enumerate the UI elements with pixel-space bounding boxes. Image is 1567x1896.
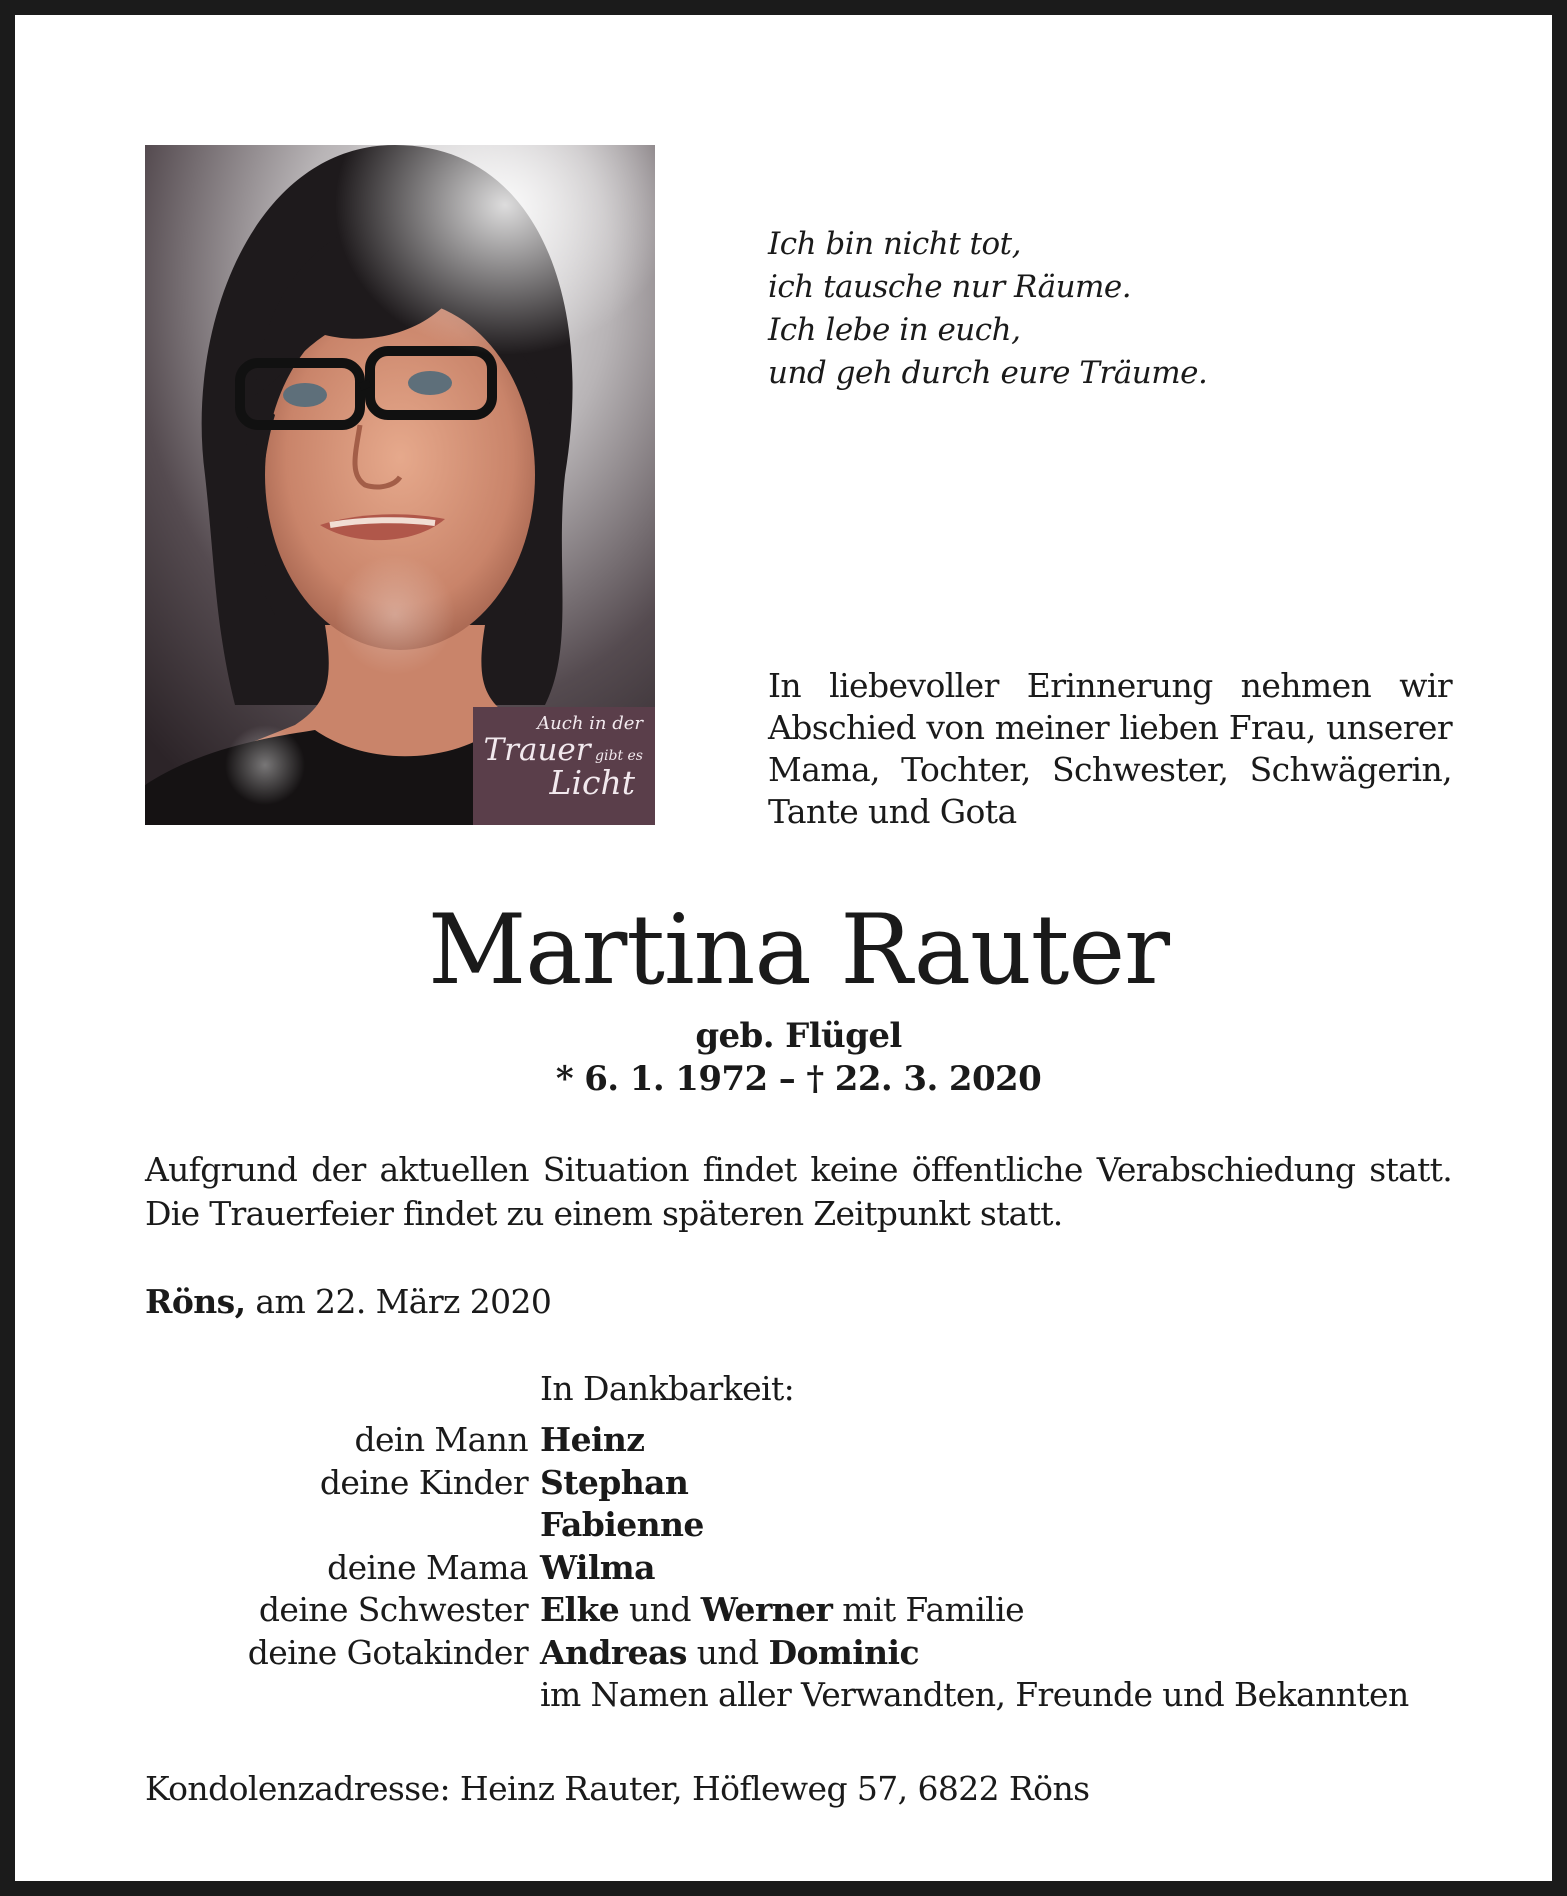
poem [768, 223, 1468, 395]
relation: deine Kinder [319, 1462, 528, 1502]
caption-line-3: Licht [549, 763, 635, 803]
relation [145, 1504, 540, 1547]
mourner-row [145, 1632, 1465, 1675]
portrait-photo [145, 145, 655, 825]
mourners-list [145, 1419, 1465, 1717]
life-dates: * 6. 1. 1972 – † 22. 3. 2020 [555, 1059, 1042, 1099]
mourner-name: Elke [540, 1590, 620, 1629]
mourner-row [145, 1547, 1465, 1590]
deceased-name: Martina Rauter [427, 894, 1170, 1006]
date: am 22. März 2020 [245, 1282, 552, 1321]
poem-line: Ich bin nicht tot, [768, 226, 1021, 262]
relation: dein Mann [354, 1420, 528, 1459]
caption-word-trauer: Trauer [483, 731, 591, 768]
mourner-name: Stephan [540, 1462, 689, 1502]
connector-text: mit Familie [832, 1590, 1025, 1629]
mourner-name: Heinz [540, 1420, 645, 1459]
mourner-row [145, 1462, 1465, 1505]
relation [145, 1674, 540, 1717]
connector-text: und [619, 1590, 701, 1629]
mourner-row [145, 1419, 1465, 1462]
relation: deine Schwester [258, 1590, 528, 1629]
poem-line: ich tausche nur Räume. [768, 269, 1132, 305]
mourner-row [145, 1504, 1465, 1547]
thanks-heading: In Dankbarkeit: [540, 1369, 795, 1408]
mourner-row [145, 1674, 1465, 1717]
mourner-name: Wilma [540, 1547, 655, 1587]
poem-line: und geh durch eure Träume. [768, 355, 1208, 391]
mourner-row [145, 1589, 1465, 1632]
condolence-address: Kondolenzadresse: Heinz Rauter, Höfleweg 57, 6822 Röns [145, 1769, 1090, 1808]
relation: deine Mama [327, 1547, 528, 1587]
mourner-name: Werner [700, 1590, 833, 1629]
intro-text: In liebevoller Erinnerung nehmen wir Abschied von meiner lieben Frau, unserer Mama, Tochter, Schwester, Schwägerin, Tante und Gota [768, 666, 1452, 831]
place: Röns, [145, 1282, 246, 1321]
caption-line-1: Auch in der [537, 713, 643, 734]
mourner-name: Fabienne [540, 1505, 704, 1544]
photo-caption [473, 707, 655, 825]
caption-word-gibt: gibt es [590, 747, 643, 764]
connector-text: und [686, 1632, 769, 1672]
relatives-line: im Namen aller Verwandten, Freunde und Bekannten [540, 1675, 1409, 1714]
funeral-notice: Aufgrund der aktuellen Situation findet keine öffentliche Verabschiedung statt. Die Trauerfeier findet zu einem späteren Zeitpunkt statt. [145, 1150, 1452, 1233]
birth-name: geb. Flügel [695, 1016, 902, 1056]
mourner-name: Andreas [540, 1632, 687, 1672]
place-and-date [145, 1280, 551, 1324]
relation: deine Gotakinder [247, 1632, 528, 1672]
mourner-name: Dominic [768, 1632, 919, 1672]
poem-line: Ich lebe in euch, [768, 312, 1021, 348]
